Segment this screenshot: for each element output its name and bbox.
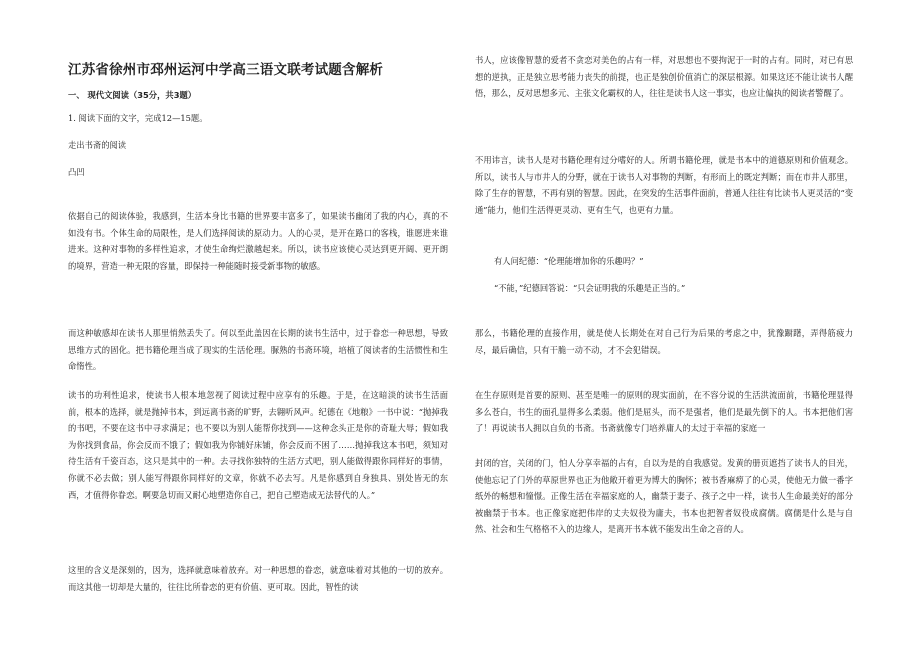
paragraph: 书人，应该像智慧的爱者不贪恋对美色的占有一样，对思想也不要拘泥于一时的占有。同时，对已有思想的逆执，正是独立思考能力丧失的前提，也正是独创价值消亡的深层根源。如果这还不能让读书人醒悟，那么，反对思想多元、主张文化霸权的人，往往是读书人这一事实，也应让偏执的阅读者警醒了。: [475, 55, 853, 99]
paragraph: 读书的功利性追求，使读书人根本地忽视了阅读过程中应享有的乐趣。于是，在这暗淡的读书生活面前，根本的选择，就是抛掉书本，到远离书斋的旷野，去翱听风声。纪德在《地粮》一书中说：“抛掉我的书吧，不要在这书中寻求满足；也不要以为别人能帮你找到——这种念头正是你的奇耻大辱；假如我为你找到食品，你会反而不饿了；假如我为你铺好床铺，你会反而不困了……抛掉我这本书吧，须知对待生活有千姿百态，这只是其中的一种。去寻找你独特的生活方式吧，别人能做得跟你同样好的事情，你就不必去做；别人能写得跟你同样好的文章，你就不必去写。凡是你感到自身独具、别处皆无的东西，才值得你眷恋。啊要急切而又耐心地塑造你自己，把自己塑造成无法替代的人。”: [68, 390, 448, 500]
quote-answer: “不能，”纪德回答说：“只会证明我的乐趣是正当的。”: [494, 283, 686, 293]
paragraph: 在生存原则是首要的原则、甚至是唯一的原则的现实面前，在不容分说的生活洪流面前，书籍伦理显得多么苍白，书生的面孔显得多么柔弱。他们是屈头，而不是强者，他们是最先倒下的人。书本把他们害了！再说读书人拥以自负的书斋。书斋就像专门培养庸人的太过于幸福的家庭一: [475, 390, 853, 434]
quote-question: 有人问纪德：“伦理能增加你的乐趣吗？”: [494, 256, 644, 266]
paragraph: 那么，书籍伦理的直接作用，就是使人长期处在对自己行为后果的考虑之中，犹豫蹰躇，弄得筋疲力尽，最后确信，只有干脆一动不动，才不会犯错误。: [475, 328, 853, 355]
paragraph: 依据自己的阅读体验，我感到，生活本身比书籍的世界要丰富多了，如果读书幽闭了我的内心，真的不如没有书。个体生命的局限性，是人们选择阅读的原动力。人的心灵，是开在路口的客栈，谁愿进来谁进来。这种对事物的多样性追求，才使生命绚烂激越起来。所以，读书应该使心灵达到更开阔、更开朗的境界，营造一种无限的容量，即保持一种能随时接受新事物的敏感。: [68, 211, 448, 271]
article-author: 凸凹: [68, 167, 85, 177]
paragraph: 封闭的宫，关闭的门，怕人分享幸福的占有，自以为是的自我感觉。发黄的册页遮挡了读书人的目光，使他忘记了门外的草原世界也正为他敞开着更为博大的胸怀；被书香麻痹了的心灵，使他无力做一番字纸外的畅想和憧憬。正像生活在幸福家庭的人，幽禁于妻子、孩子之中一样，读书人生命最美好的部分被幽禁于书本。也正像家庭把伟岸的丈夫奴役为庸夫，书本也把智者奴役成腐儒。腐儒是什么是与自然、社会和生气格格不入的边缘人，是离开书本就不能发出生命之音的人。: [475, 458, 853, 535]
paragraph: 而这种敏感却在读书人那里悄然丢失了。何以至此盖因在长期的读书生活中，过于眷恋一种思想，导致思维方式的固化。把书籍伦理当成了现实的生活伦理。脲熟的书斋环境，培植了阅读者的生活惯性和生命惰性。: [68, 328, 448, 372]
paragraph: 不用讳言，读书人是对书籍伦理有过分嗜好的人。所谓书籍伦理，就是书本中的道德原则和价值观念。所以，读书人与市井人的分野，就在于读书人对事物的判断，有形而上的既定判断；而在市井人那里，除了生存的智慧，不再有别的智慧。因此，在突发的生活事件面前，普通人往往有比读书人更灵活的“变通”能力，他们生活得更灵动、更有生气，也更有力量。: [475, 155, 853, 215]
question-intro: 1. 阅读下面的文字，完成12—15题。: [68, 113, 208, 123]
paragraph: 这里的含义是深刻的，因为，选择就意味着放弃。对一种思想的眷恋，就意味着对其他的一切的放弃。而这其他一切却是大量的，往往比所眷恋的更有价值、更可取。因此，智性的读: [68, 565, 448, 592]
section-heading: 一、 现代文阅读（35分，共3题）: [68, 90, 197, 100]
document-title: 江苏省徐州市邳州运河中学高三语文联考试题含解析: [68, 62, 384, 78]
article-title: 走出书斋的阅读: [68, 140, 127, 150]
